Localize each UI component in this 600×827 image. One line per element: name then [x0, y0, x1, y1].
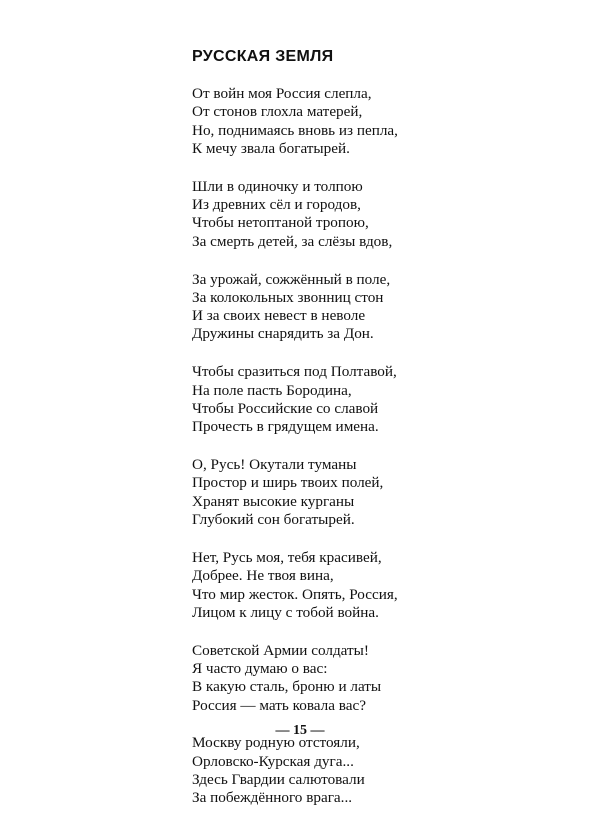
poem-line: За колокольных звонниц стон	[192, 288, 384, 306]
poem-line: Россия — мать ковала вас?	[192, 696, 366, 714]
poem-line: Глубокий сон богатырей.	[192, 511, 355, 529]
poem-body	[192, 85, 552, 827]
poem-line: Из древних сёл и городов,	[192, 196, 361, 214]
poem-line: За смерть детей, за слёзы вдов,	[192, 232, 393, 250]
poem-line: Простор и ширь твоих полей,	[192, 474, 384, 492]
stanza	[192, 85, 552, 158]
poem-line: Лицом к лицу с тобой война.	[192, 603, 379, 621]
poem-line: Что мир жесток. Опять, Россия,	[192, 585, 398, 603]
poem-line: Москву родную отстояли,	[192, 734, 360, 752]
stanza	[192, 363, 552, 436]
poem-line: Шли в одиночку и толпою	[192, 177, 363, 195]
poem-line: Чтобы нетоптаной тропою,	[192, 214, 369, 232]
stanza	[192, 549, 552, 622]
poem-line: Орловско-Курская дуга...	[192, 752, 354, 770]
poem-line: Добрее. Не твоя вина,	[192, 567, 334, 585]
poem-title: РУССКАЯ ЗЕМЛЯ	[192, 48, 334, 65]
poem-line: За побеждённого врага...	[192, 789, 353, 807]
poem-line: Нет, Русь моя, тебя красивей,	[192, 548, 382, 566]
poem-line: Чтобы Российские со славой	[192, 399, 379, 417]
stanza	[192, 734, 552, 807]
poem-line: Здесь Гвардии салютовали	[192, 771, 365, 789]
poem-line: От стонов глохла матерей,	[192, 103, 363, 121]
poem-line: О, Русь! Окутали туманы	[192, 456, 357, 474]
poem-line: Я часто думаю о вас:	[192, 659, 328, 677]
poem-line: Хранят высокие курганы	[192, 492, 355, 510]
poem-line: В какую сталь, броню и латы	[192, 678, 382, 696]
stanza	[192, 271, 552, 344]
poem-line: За урожай, сожжённый в поле,	[192, 270, 391, 288]
poem-line: Дружины снарядить за Дон.	[192, 325, 374, 343]
stanza	[192, 178, 552, 251]
poem-line: Прочесть в грядущем имена.	[192, 418, 379, 436]
poem-line: Но, поднимаясь вновь из пепла,	[192, 121, 398, 139]
poem-line: На поле пасть Бородина,	[192, 381, 352, 399]
poem-line: К мечу звала богатырей.	[192, 139, 350, 157]
poem-line: Советской Армии солдаты!	[192, 641, 369, 659]
poem-line: И за своих невест в неволе	[192, 307, 366, 325]
poem-line: От войн моя Россия слепла,	[192, 85, 372, 102]
poem-line: Чтобы сразиться под Полтавой,	[192, 363, 397, 381]
stanza	[192, 456, 552, 529]
stanza	[192, 642, 552, 715]
page-number: — 15 —	[275, 723, 325, 738]
